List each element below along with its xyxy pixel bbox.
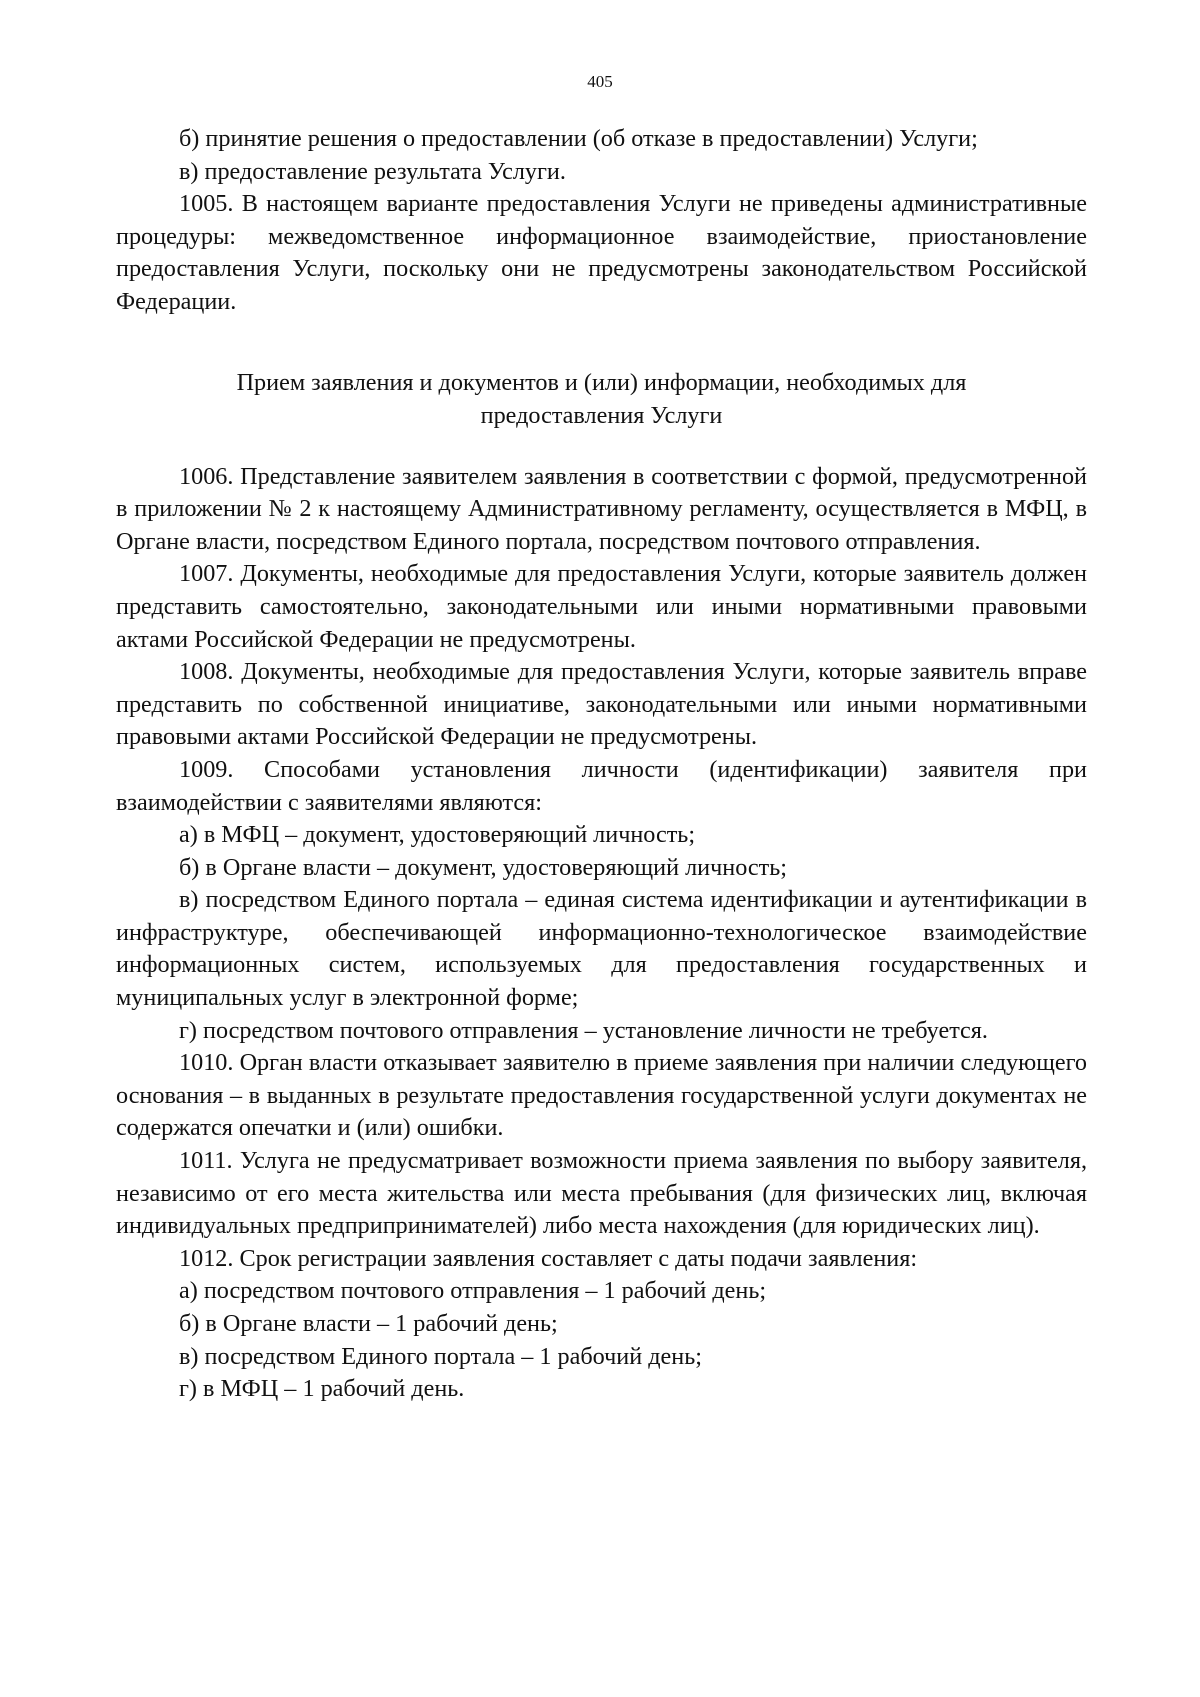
page-number: 405 (587, 72, 613, 91)
paragraph-1012: 1012. Срок регистрации заявления составляет с даты подачи заявления: (179, 1244, 918, 1272)
paragraph-1012-v: в) посредством Единого портала – 1 рабочий день; (179, 1342, 702, 1370)
paragraph-1008: 1008. Документы, необходимые для предоставления Услуги, которые заявитель вправе представить по собственной инициативе, законодательными или иными нормативными правовыми актами Российской Федерации не предусмотрены. (116, 658, 1087, 751)
paragraph-1012-a: а) посредством почтового отправления – 1 рабочий день; (179, 1277, 767, 1305)
paragraph-1009-b: б) в Органе власти – документ, удостоверяющий личность; (179, 853, 787, 881)
paragraph-1006: 1006. Представление заявителем заявления в соответствии с формой, предусмотренной в приложении № 2 к настоящему Административному регламенту, осуществляется в МФЦ, в Органе власти, посредством Единого портала, посредством почтового отправления. (116, 462, 1087, 555)
paragraph-1011: 1011. Услуга не предусматривает возможности приема заявления по выбору заявителя, независимо от его места жительства или места пребывания (для физических лиц, включая индивидуальных предприпринимателей) либо места нахождения (для юридических лиц). (116, 1147, 1087, 1240)
section-heading (116, 366, 1087, 432)
paragraph-1009-v: в) посредством Единого портала – единая система идентификации и аутентификации в инфраструктуре, обеспечивающей информационно-технологическое взаимодействие информационных систем, используемых для предоставления государственных и муниципальных услуг в электронной форме; (116, 886, 1087, 1012)
paragraph-item-v: в) предоставление результата Услуги. (179, 157, 566, 185)
paragraph-item-b: б) принятие решения о предоставлении (об отказе в предоставлении) Услуги; (179, 125, 978, 152)
paragraph-1012-g: г) в МФЦ – 1 рабочий день. (179, 1375, 465, 1403)
section-heading-line-1: Прием заявления и документов и (или) информации, необходимых для (236, 368, 967, 396)
document-body (116, 123, 1087, 1406)
paragraph-1009-g: г) посредством почтового отправления – установление личности не требуется. (179, 1016, 988, 1044)
paragraph-1009-a: а) в МФЦ – документ, удостоверяющий личность; (179, 821, 696, 849)
paragraph-1009: 1009. Способами установления личности (идентификации) заявителя при взаимодействии с заявителями являются: (116, 755, 1087, 816)
paragraph-1005: 1005. В настоящем варианте предоставления Услуги не приведены административные процедуры: межведомственное информационное взаимодействие, приостановление предоставления Услуги, поскольку они не предусмотрены законодательством Российской Федерации. (116, 190, 1087, 315)
paragraph-1010: 1010. Орган власти отказывает заявителю в приеме заявления при наличии следующего основания – в выданных в результате предоставления государственной услуги документах не содержатся опечатки и (или) ошибки. (116, 1049, 1087, 1142)
paragraph-1007: 1007. Документы, необходимые для предоставления Услуги, которые заявитель должен представить самостоятельно, законодательными или иными нормативными правовыми актами Российской Федерации не предусмотрены. (116, 560, 1087, 653)
section-heading-line-2: предоставления Услуги (480, 401, 723, 429)
paragraph-1012-b: б) в Органе власти – 1 рабочий день; (179, 1310, 558, 1337)
